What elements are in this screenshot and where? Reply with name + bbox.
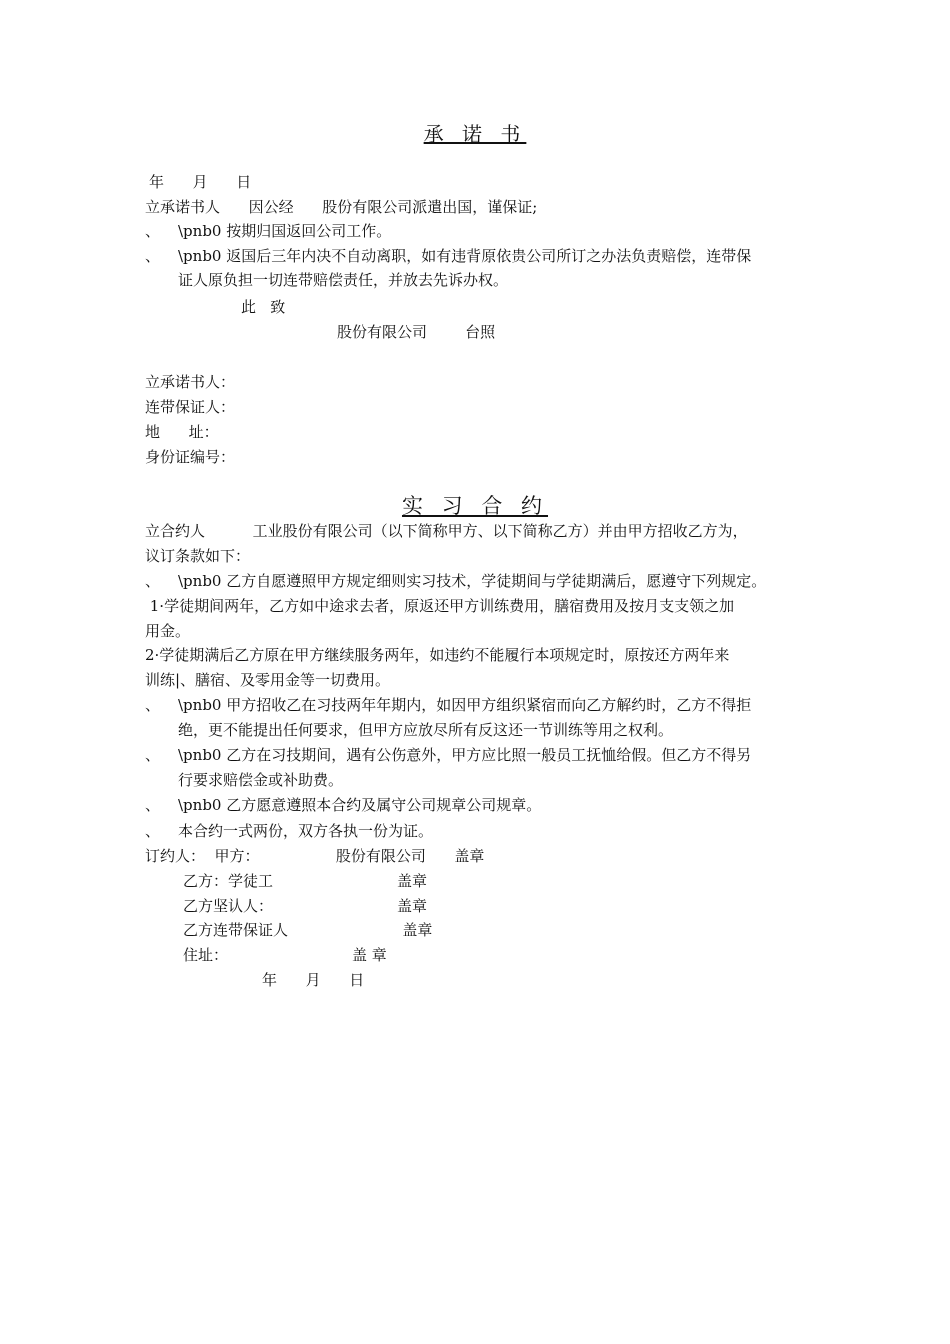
contract-item2-line1: \pnb0 甲方招收乙在习技两年年期内，如因甲方组织紧宿而向乙方解约时，乙方不得拒	[178, 696, 752, 714]
contract-sig-party-a: 订约人： 甲方： 股份有限公司 盖章	[145, 847, 485, 865]
pledge-sig-id: 身份证编号：	[145, 448, 236, 466]
contract-sig-address: 住址： 盖 章	[183, 946, 387, 964]
contract-intro-line1: 立合约人 工业股份有限公司（以下简称甲方、以下简称乙方）并由甲方招收乙方为，	[145, 522, 748, 540]
contract-item1-bullet: 、	[145, 572, 161, 590]
contract-item3-bullet: 、	[145, 746, 161, 764]
contract-sub2-line2: 训练|、膳宿、及零用金等一切费用。	[145, 671, 391, 689]
contract-item5-bullet: 、	[145, 822, 161, 840]
contract-title: 实 习 合 约	[401, 494, 549, 518]
pledge-sig-guarantor: 连带保证人：	[145, 398, 236, 416]
pledge-item1-bullet: 、	[145, 222, 161, 240]
contract-sig-party-b: 乙方：学徒工 盖章	[183, 872, 427, 890]
contract-sig-confirmer: 乙方坚认人： 盖章	[183, 897, 427, 915]
contract-item2-line2: 绝，更不能提出任何要求，但甲方应放尽所有反这还一节训练等用之权利。	[178, 721, 674, 739]
pledge-item1: \pnb0 按期归国返回公司工作。	[178, 222, 392, 240]
contract-item2-bullet: 、	[145, 696, 161, 714]
pledge-recipient: 股份有限公司 台照	[337, 323, 496, 341]
contract-sig-guarantor: 乙方连带保证人 盖章	[183, 921, 433, 939]
contract-item3-line2: 行要求赔偿金或补助费。	[178, 771, 344, 789]
contract-sub1-line2: 用金。	[145, 622, 191, 640]
contract-intro-line2: 议订条款如下：	[145, 547, 251, 565]
pledge-title: 承 诺 书	[423, 122, 527, 146]
contract-item4: \pnb0 乙方愿意遵照本合约及属守公司规章公司规章。	[178, 796, 542, 814]
contract-item4-bullet: 、	[145, 796, 161, 814]
pledge-item2-bullet: 、	[145, 247, 161, 265]
contract-date: 年 月 日	[262, 971, 365, 989]
contract-sub2-line1: 2·学徒期满后乙方原在甲方继续服务两年，如违约不能履行本项规定时，原按还方两年来	[145, 646, 730, 664]
pledge-item2-line1: \pnb0 返国后三年内决不自动离职，如有违背原依贵公司所订之办法负责赔偿，连带保	[178, 247, 752, 265]
contract-item5: 本合约一式两份，双方各执一份为证。	[178, 822, 434, 840]
pledge-date: 年 月 日	[149, 173, 252, 191]
contract-item1: \pnb0 乙方自愿遵照甲方规定细则实习技术，学徒期间与学徒期满后，愿遵守下列规定。	[178, 572, 767, 590]
pledge-item2-line2: 证人原负担一切连带赔偿责任，并放去先诉办权。	[178, 271, 509, 289]
contract-sub1-line1: 1·学徒期间两年，乙方如中途求去者，原返还甲方训练费用，膳宿费用及按月支支领之加	[145, 597, 735, 615]
pledge-intro: 立承诺书人 因公经 股份有限公司派遣出国，谨保证;	[145, 198, 538, 216]
pledge-sig-address: 地 址：	[145, 423, 219, 441]
pledge-sig-pledger: 立承诺书人：	[145, 373, 236, 391]
contract-item3-line1: \pnb0 乙方在习技期间，遇有公伤意外，甲方应比照一般员工抚恤给假。但乙方不得另	[178, 746, 752, 764]
pledge-closing: 此 致	[241, 298, 286, 316]
